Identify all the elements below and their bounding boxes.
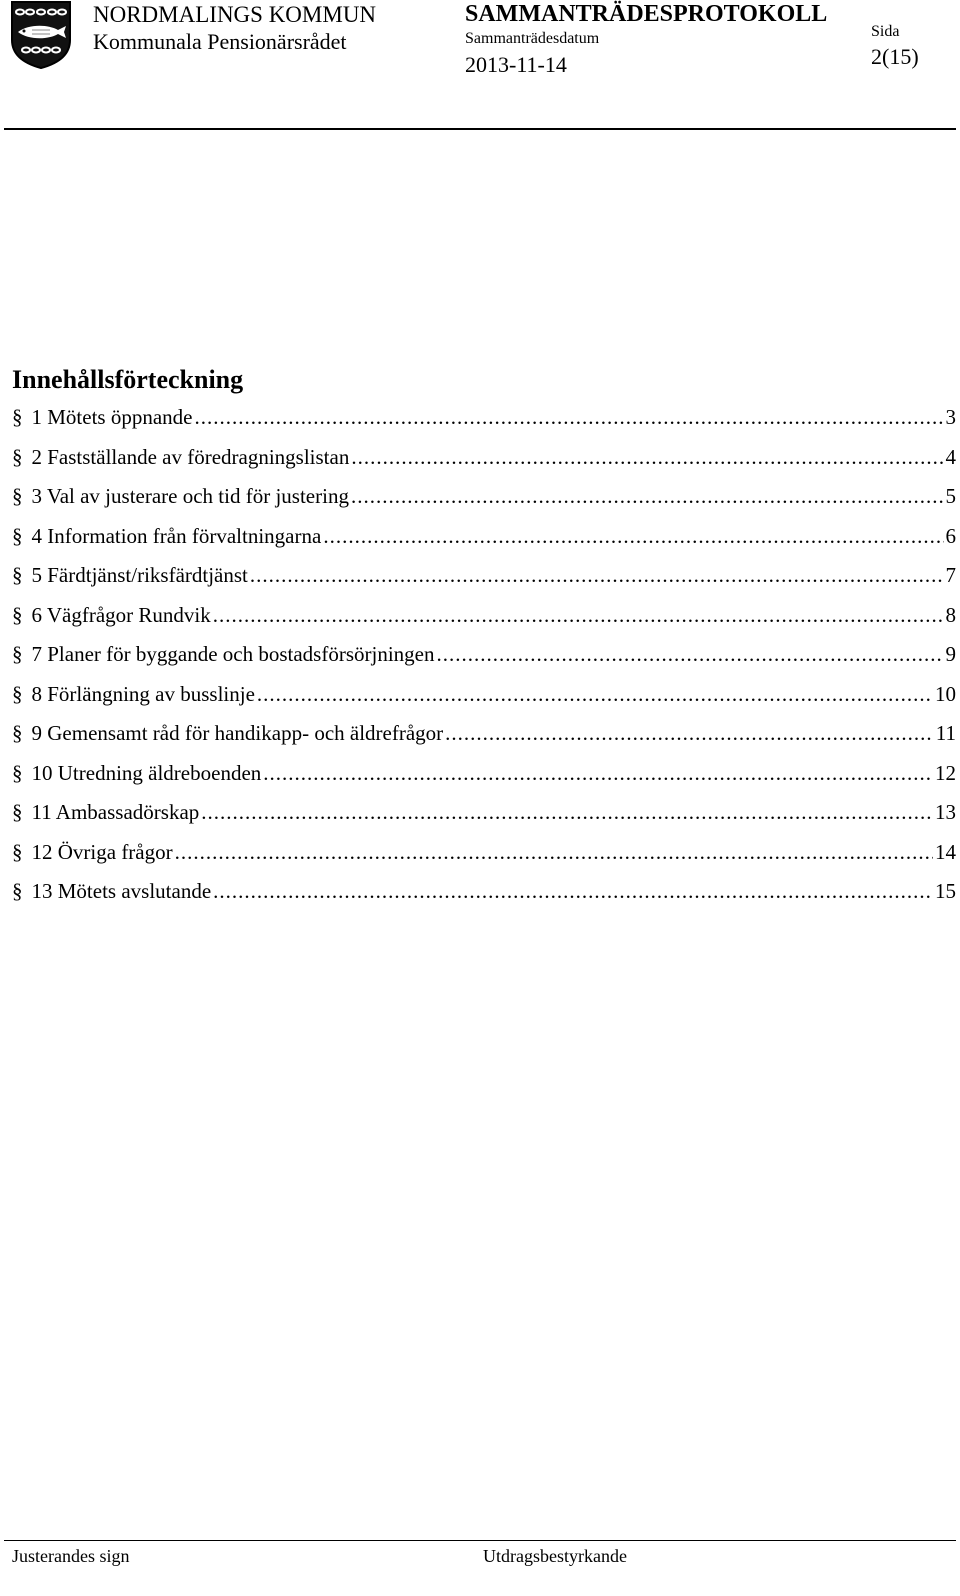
toc-entry[interactable] bbox=[12, 878, 956, 918]
municipal-coat-of-arms-icon bbox=[10, 0, 72, 70]
toc-entry-page: 6 bbox=[945, 523, 956, 548]
toc-section-sign: § bbox=[12, 800, 23, 824]
toc-entry[interactable] bbox=[12, 760, 956, 800]
toc-dot-leader bbox=[323, 523, 943, 549]
toc-entry[interactable] bbox=[12, 681, 956, 721]
toc-entry-label: 11 Ambassadörskap bbox=[31, 800, 200, 824]
toc-entry-page: 13 bbox=[935, 800, 956, 824]
toc-dot-leader bbox=[257, 681, 933, 707]
toc-entry-label: 12 Övriga frågor bbox=[31, 839, 173, 864]
toc-entry-label: 4 Information från förvaltningarna bbox=[31, 523, 322, 548]
toc-entry-label: 5 Färdtjänst/riksfärdtjänst bbox=[31, 563, 248, 587]
toc-entry-label: 13 Mötets avslutande bbox=[31, 879, 212, 903]
toc-dot-leader bbox=[175, 839, 933, 865]
signature-label: Justerandes sign bbox=[12, 1546, 130, 1566]
toc-section-sign: § bbox=[12, 563, 23, 587]
footer-divider bbox=[4, 1540, 956, 1541]
toc-entry[interactable] bbox=[12, 799, 956, 839]
toc-entry-page: 3 bbox=[945, 405, 956, 429]
toc-entry-page: 7 bbox=[945, 563, 956, 587]
toc-dot-leader bbox=[263, 760, 933, 786]
toc-list bbox=[12, 404, 956, 918]
toc-entry[interactable] bbox=[12, 523, 956, 563]
toc-section-sign: § bbox=[12, 681, 23, 706]
toc-entry-page: 14 bbox=[935, 839, 956, 864]
toc-entry-label: 1 Mötets öppnande bbox=[31, 405, 193, 429]
toc-dot-leader bbox=[351, 444, 943, 470]
toc-entry-page: 4 bbox=[945, 444, 956, 469]
toc-section-sign: § bbox=[12, 405, 23, 429]
toc-entry[interactable] bbox=[12, 839, 956, 879]
toc-dot-leader bbox=[194, 404, 943, 430]
page-label: Sida bbox=[871, 23, 900, 40]
page-number: 2(15) bbox=[871, 44, 919, 69]
document-type: SAMMANTRÄDESPROTOKOLL bbox=[465, 1, 828, 27]
toc-entry[interactable] bbox=[12, 444, 956, 484]
toc-dot-leader bbox=[445, 720, 934, 746]
extract-certification-label: Utdragsbestyrkande bbox=[483, 1546, 627, 1566]
toc-entry[interactable] bbox=[12, 562, 956, 602]
toc-dot-leader bbox=[437, 641, 944, 667]
toc-section-sign: § bbox=[12, 444, 23, 469]
toc-section-sign: § bbox=[12, 879, 23, 903]
toc-dot-leader bbox=[213, 602, 944, 628]
toc-section-sign: § bbox=[12, 484, 23, 508]
department-name: Kommunala Pensionärsrådet bbox=[93, 29, 347, 54]
toc-entry-label: 2 Fastställande av föredragningslistan bbox=[31, 444, 350, 469]
toc-entry[interactable] bbox=[12, 404, 956, 444]
toc-entry[interactable] bbox=[12, 602, 956, 642]
toc-entry-label: 8 Förlängning av busslinje bbox=[31, 681, 255, 706]
toc-entry-page: 10 bbox=[935, 681, 956, 706]
toc-entry-page: 15 bbox=[935, 879, 956, 903]
meeting-date-label: Sammanträdesdatum bbox=[465, 30, 600, 47]
organization-name: NORDMALINGS KOMMUN bbox=[93, 2, 377, 27]
toc-entry[interactable] bbox=[12, 483, 956, 523]
toc-entry-label: 3 Val av justerare och tid för justering bbox=[31, 484, 349, 508]
toc-entry-label: 6 Vägfrågor Rundvik bbox=[31, 602, 211, 627]
toc-entry-page: 11 bbox=[935, 721, 956, 745]
page-indicator bbox=[871, 22, 919, 72]
toc-section-sign: § bbox=[12, 523, 23, 548]
toc-section-sign: § bbox=[12, 642, 23, 666]
toc-entry-label: 10 Utredning äldreboenden bbox=[31, 760, 262, 785]
toc-entry[interactable] bbox=[12, 641, 956, 681]
organization-block bbox=[93, 2, 376, 56]
toc-entry-label: 9 Gemensamt råd för handikapp- och äldrefrågor bbox=[31, 721, 444, 745]
toc-dot-leader bbox=[213, 878, 933, 904]
toc-dot-leader bbox=[201, 799, 933, 825]
toc-section-sign: § bbox=[12, 760, 23, 785]
toc-dot-leader bbox=[250, 562, 944, 588]
toc-entry-page: 12 bbox=[935, 760, 956, 785]
toc-entry-label: 7 Planer för byggande och bostadsförsörjningen bbox=[31, 642, 435, 666]
document-info bbox=[465, 0, 827, 80]
toc-entry[interactable] bbox=[12, 720, 956, 760]
toc-section-sign: § bbox=[12, 721, 23, 745]
toc-section-sign: § bbox=[12, 839, 23, 864]
meeting-date: 2013-11-14 bbox=[465, 52, 567, 77]
toc-entry-page: 5 bbox=[945, 484, 956, 508]
toc-entry-page: 9 bbox=[945, 642, 956, 666]
toc-heading: Innehållsförteckning bbox=[12, 365, 244, 394]
toc-section-sign: § bbox=[12, 602, 23, 627]
toc-dot-leader bbox=[351, 483, 944, 509]
toc-entry-page: 8 bbox=[945, 602, 956, 627]
header-divider bbox=[4, 128, 956, 130]
